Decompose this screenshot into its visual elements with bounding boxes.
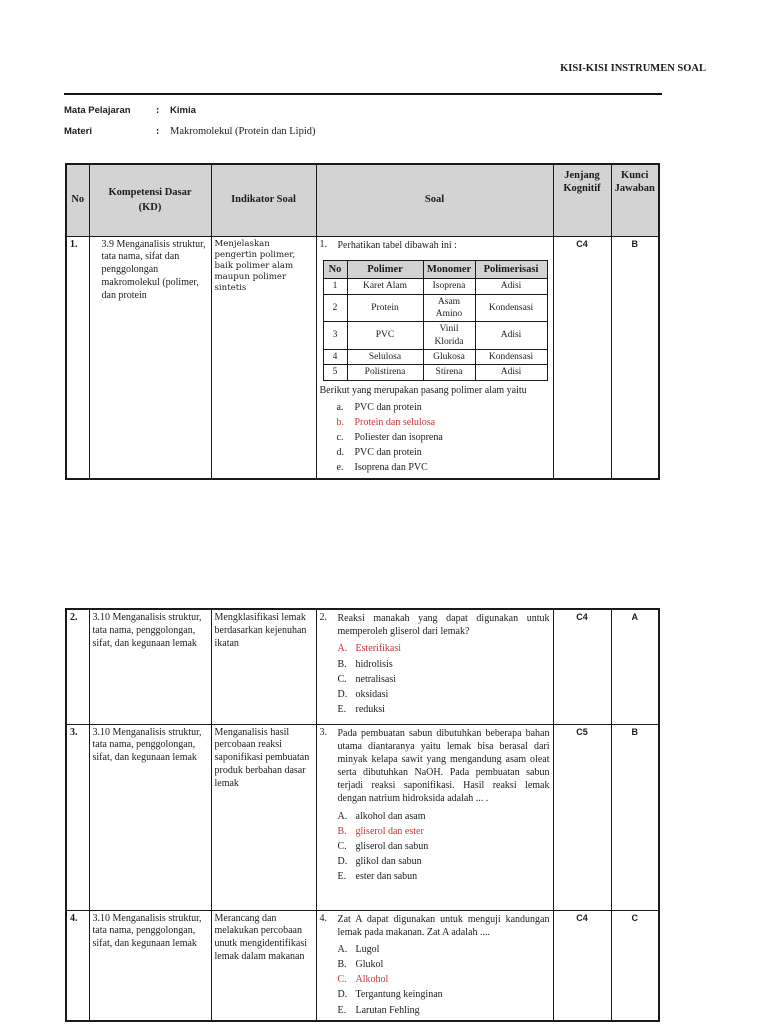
meta-label: Materi xyxy=(64,126,92,137)
meta-separator: : xyxy=(156,105,160,116)
inner-col-monomer: Monomer xyxy=(423,260,475,279)
polimer-table xyxy=(323,260,548,381)
col-header-jenjang-kognitif xyxy=(553,164,611,236)
inner-cell: 5 xyxy=(323,365,347,380)
option-text: Poliester dan isoprena xyxy=(354,432,443,444)
options-list xyxy=(337,400,550,476)
option-letter: a. xyxy=(336,401,344,413)
inner-cell: Adisi xyxy=(475,365,547,380)
inner-col-no: No xyxy=(323,260,347,279)
option-letter: b. xyxy=(336,416,344,428)
option-letter: A. xyxy=(337,643,348,655)
option-letter: E. xyxy=(337,704,347,716)
inner-cell: 4 xyxy=(323,349,347,364)
soal-cell xyxy=(316,609,553,724)
inner-cell: Karet Alam xyxy=(347,279,423,294)
row-number-cell: 1. xyxy=(66,236,89,479)
kompetensi-dasar-cell: 3.10 Menganalisis struktur, tata nama, penggolongan, sifat, dan kegunaan lemak xyxy=(89,724,211,910)
inner-cell: PVC xyxy=(347,322,423,350)
options-list xyxy=(338,809,550,885)
option xyxy=(338,687,550,702)
option-text: reduksi xyxy=(355,704,385,716)
inner-cell: Polistirena xyxy=(347,365,423,380)
option-letter: A. xyxy=(337,943,348,955)
option xyxy=(338,672,550,687)
question-3 xyxy=(320,727,550,885)
kunci-jawaban-cell: A xyxy=(611,609,659,724)
inner-cell: Glukosa xyxy=(423,349,475,364)
option-text: gliserol dan sabun xyxy=(355,841,429,852)
option-text: PVC dan protein xyxy=(354,401,422,413)
option xyxy=(337,400,550,415)
question-followup: Berikut yang merupakan pasang polimer alam yaitu xyxy=(319,384,527,396)
col-header-kd-line2: (KD) xyxy=(138,202,162,214)
col-header-jenjang-line1: Jenjang xyxy=(564,170,600,181)
question-text: Pada pembuatan sabun dibutuhkan beberapa bahan utama diantaranya yaitu lemak bisa berasal dari minyak kelapa sawit yang mengandung asam oleat serta dibutuhkan NaOH. Pada pembuatan sabun terjadi reaksi saponifikasi. Hasil reaksi lemak dengan natrium hidroksida adalah ... . xyxy=(337,727,550,805)
option-letter: D. xyxy=(337,989,348,1001)
inner-col-polimerisasi: Polimerisasi xyxy=(475,260,547,279)
col-header-soal: Soal xyxy=(316,164,553,236)
option-letter: e. xyxy=(336,462,344,474)
meta-separator: : xyxy=(156,126,160,137)
option xyxy=(338,702,550,717)
header-rule xyxy=(64,93,662,95)
question-4 xyxy=(320,913,550,1018)
jenjang-kognitif-cell: C5 xyxy=(553,724,611,910)
inner-cell: Isoprena xyxy=(423,279,475,294)
option xyxy=(337,415,550,430)
options-list xyxy=(338,641,550,717)
inner-cell: Stirena xyxy=(423,365,475,380)
option-letter: B. xyxy=(337,959,347,971)
row-number-cell: 3. xyxy=(66,724,89,910)
meta-label: Mata Pelajaran xyxy=(64,105,131,116)
col-header-kunci-jawaban xyxy=(611,164,659,236)
meta-row-mata-pelajaran xyxy=(64,105,316,116)
table-row xyxy=(66,236,659,479)
option-letter: C. xyxy=(337,974,347,986)
meta-value: Kimia xyxy=(170,105,196,116)
soal-cell xyxy=(316,724,553,910)
kunci-jawaban-cell: C xyxy=(611,910,659,1021)
col-header-indikator-soal: Indikator Soal xyxy=(211,164,316,236)
option xyxy=(338,839,550,854)
option-letter: C. xyxy=(337,673,347,685)
option xyxy=(338,972,550,987)
option xyxy=(338,809,550,824)
option-letter: E. xyxy=(337,1004,347,1016)
inner-col-polimer: Polimer xyxy=(347,260,423,279)
option xyxy=(338,1003,550,1018)
kunci-jawaban-cell: B xyxy=(611,724,659,910)
inner-cell: Adisi xyxy=(475,322,547,350)
col-header-kd-line1: Kompetensi Dasar xyxy=(108,186,192,198)
option-text: ester dan sabun xyxy=(355,871,418,883)
col-header-kunci-line1: Kunci xyxy=(621,170,649,181)
option-text: Isoprena dan PVC xyxy=(354,462,428,474)
col-header-no: No xyxy=(66,164,89,236)
jenjang-kognitif-cell: C4 xyxy=(553,910,611,1021)
soal-cell xyxy=(316,910,553,1021)
row-number-cell: 4. xyxy=(66,910,89,1021)
option-text: oksidasi xyxy=(355,688,389,700)
inner-cell: Protein xyxy=(347,294,423,322)
question-number: 4. xyxy=(319,912,327,924)
option-text: Larutan Fehling xyxy=(355,1004,420,1016)
option xyxy=(337,445,550,460)
question-number: 3. xyxy=(319,726,327,738)
polimer-table-row xyxy=(323,322,547,350)
row-number-cell: 2. xyxy=(66,609,89,724)
question-1 xyxy=(320,239,550,252)
option xyxy=(338,824,550,839)
meta-block xyxy=(64,105,316,147)
option-letter: d. xyxy=(336,447,344,459)
option xyxy=(338,957,550,972)
option-text: alkohol dan asam xyxy=(355,810,426,822)
option-text: hidrolisis xyxy=(355,658,393,670)
kisi-table-part-2 xyxy=(65,608,660,1022)
inner-cell: Vinil Klorida xyxy=(423,322,475,350)
col-header-kunci-line2: Jawaban xyxy=(614,183,655,195)
indikator-soal-cell: Mengklasifikasi lemak berdasarkan kejenuhan ikatan xyxy=(211,609,316,724)
inner-cell: 3 xyxy=(323,322,347,350)
inner-cell: Asam Amino xyxy=(423,294,475,322)
kompetensi-dasar-cell: 3.10 Menganalisis struktur, tata nama, penggolongan, sifat, dan kegunaan lemak xyxy=(89,910,211,1021)
option-text: gliserol dan ester xyxy=(355,825,424,837)
option-letter: B. xyxy=(337,658,347,670)
polimer-table-row xyxy=(323,279,547,294)
table-row xyxy=(66,910,659,1021)
kisi-table-part-1 xyxy=(65,163,660,480)
doc-title: KISI-KISI INSTRUMEN SOAL xyxy=(560,63,706,74)
indikator-soal-cell: Menganalisis hasil percobaan reaksi saponifikasi pembuatan produk berbahan dasar lemak xyxy=(211,724,316,910)
question-2 xyxy=(320,612,550,717)
option-text: Alkohol xyxy=(355,974,389,986)
option-text: PVC dan protein xyxy=(354,447,422,459)
option xyxy=(338,657,550,672)
question-number: 1. xyxy=(319,238,327,250)
option-letter: B. xyxy=(337,825,347,837)
option-text: Esterifikasi xyxy=(355,643,402,655)
jenjang-kognitif-cell: C4 xyxy=(553,236,611,479)
option xyxy=(337,430,550,445)
inner-cell: Kondensasi xyxy=(475,294,547,322)
options-list xyxy=(338,942,550,1018)
option-text: Protein dan selulosa xyxy=(354,416,436,428)
option xyxy=(337,460,550,475)
inner-cell: 2 xyxy=(323,294,347,322)
inner-cell: Adisi xyxy=(475,279,547,294)
option-letter: D. xyxy=(337,688,348,700)
option-letter: D. xyxy=(337,856,348,868)
polimer-table-header-row xyxy=(323,260,547,279)
option-letter: c. xyxy=(336,432,344,444)
meta-value: Makromolekul (Protein dan Lipid) xyxy=(170,126,316,137)
option xyxy=(338,854,550,869)
option-letter: C. xyxy=(337,841,347,852)
option-text: Glukol xyxy=(355,959,384,971)
polimer-table-row xyxy=(323,365,547,380)
col-header-jenjang-line2: Kognitif xyxy=(563,183,601,195)
table-row xyxy=(66,724,659,910)
meta-row-materi xyxy=(64,126,316,137)
inner-cell: Kondensasi xyxy=(475,349,547,364)
kompetensi-dasar-cell: 3.9 Menganalisis struktur, tata nama, sifat dan penggolongan makromolekul (polimer, dan protein xyxy=(89,236,211,479)
option-letter: E. xyxy=(337,871,347,883)
option xyxy=(338,641,550,656)
jenjang-kognitif-cell: C4 xyxy=(553,609,611,724)
polimer-table-row xyxy=(323,294,547,322)
inner-cell: Selulosa xyxy=(347,349,423,364)
table-row xyxy=(66,609,659,724)
option-text: glikol dan sabun xyxy=(355,856,422,868)
soal-cell xyxy=(316,236,553,479)
option-text: Tergantung keinginan xyxy=(355,989,443,1001)
question-text: Zat A dapat digunakan untuk menguji kandungan lemak pada makanan. Zat A adalah .... xyxy=(337,913,550,938)
kunci-jawaban-cell: B xyxy=(611,236,659,479)
question-intro: Perhatikan tabel dibawah ini : xyxy=(337,239,457,251)
polimer-table-row xyxy=(323,349,547,364)
indikator-soal-cell: Menjelaskan pengertin polimer, baik polimer alam maupun polimer sintetis xyxy=(211,236,316,479)
option-text: netralisasi xyxy=(355,673,397,685)
option xyxy=(338,869,550,884)
option-letter: A. xyxy=(337,810,348,822)
question-text: Reaksi manakah yang dapat digunakan untuk memperoleh gliserol dari lemak? xyxy=(337,613,550,638)
kompetensi-dasar-cell: 3.10 Menganalisis struktur, tata nama, penggolongan, sifat, dan kegunaan lemak xyxy=(89,609,211,724)
option xyxy=(338,987,550,1002)
indikator-soal-cell: Merancang dan melakukan percobaan unutk mengidentifikasi lemak dalam makanan xyxy=(211,910,316,1021)
inner-cell: 1 xyxy=(323,279,347,294)
col-header-kompetensi-dasar xyxy=(89,164,211,236)
question-number: 2. xyxy=(319,612,327,623)
table-header-row xyxy=(66,164,659,236)
option-text: Lugol xyxy=(355,943,380,955)
option xyxy=(338,942,550,957)
